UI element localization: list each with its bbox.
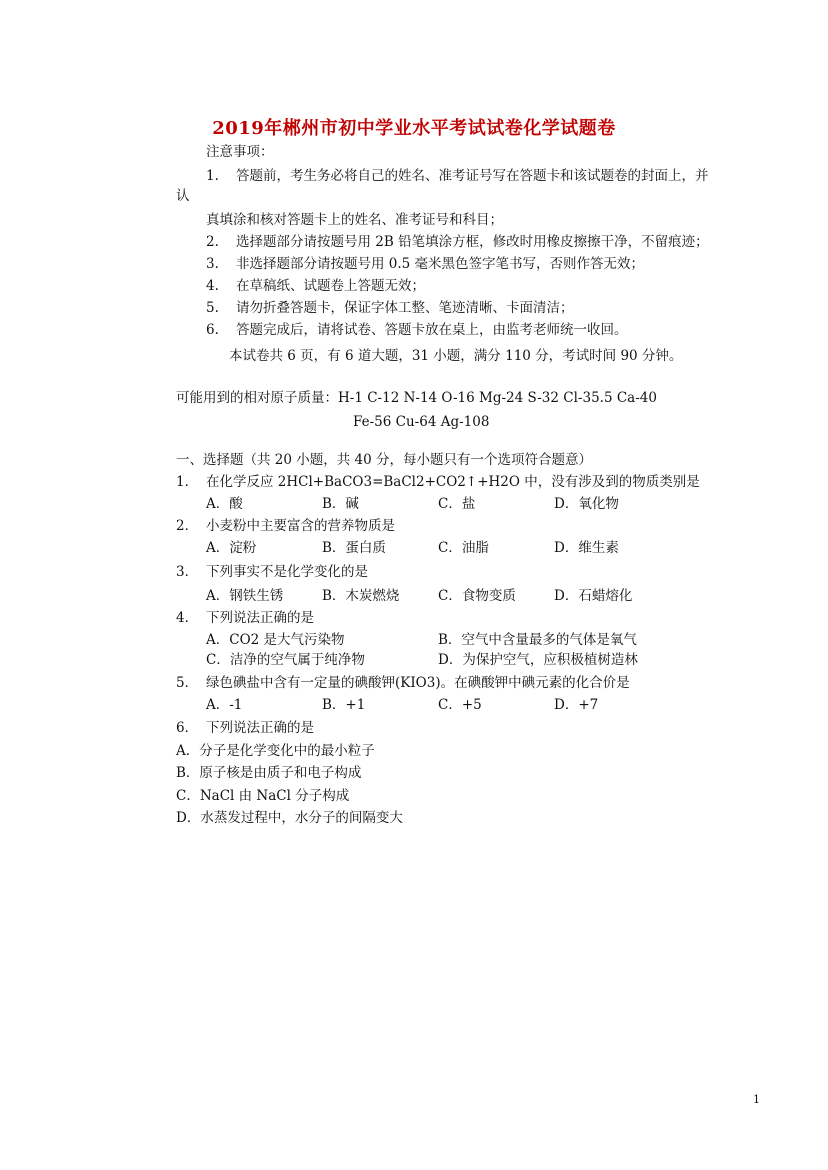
notice-item-text: 选择题部分请按题号用 2B 铅笔填涂方框，修改时用橡皮擦擦干净，不留痕迹； xyxy=(236,234,709,250)
question-2-options xyxy=(206,538,619,558)
notice-item-text: 答题完成后，请将试卷、答题卡放在桌上，由监考老师统一收回。 xyxy=(236,322,628,338)
question-1 xyxy=(176,472,700,492)
notice-item-number: 4. xyxy=(206,278,219,294)
option-a: A．-1 xyxy=(206,697,243,713)
question-5-options xyxy=(206,695,598,715)
option-a: A．淀粉 xyxy=(206,540,257,556)
notice-item-1-cont: 真填涂和核对答题卡上的姓名、准考证号和科目； xyxy=(206,212,503,228)
notice-item-text: 非选择题部分请按题号用 0.5 毫米黑色签字笔书写，否则作答无效； xyxy=(236,256,645,272)
option-b: B．空气中含量最多的气体是氧气 xyxy=(438,632,637,648)
question-1-options xyxy=(206,494,619,514)
exam-summary: 本试卷共 6 页，有 6 道大题，31 小题，满分 110 分，考试时间 90 分钟。 xyxy=(229,348,683,364)
notice-item-5 xyxy=(206,298,574,318)
question-4-options-row-2 xyxy=(206,650,638,670)
question-5 xyxy=(176,673,630,693)
atomic-masses-line-2: Fe-56 Cu-64 Ag-108 xyxy=(353,414,490,430)
notice-item-number: 3. xyxy=(206,256,219,272)
option-c: C．+5 xyxy=(438,697,482,713)
notice-item-1-wrap: 认 xyxy=(176,188,190,204)
notice-item-3 xyxy=(206,254,644,274)
option-c: C．食物变质 xyxy=(438,588,516,604)
option-d: D．+7 xyxy=(554,697,599,713)
option-c: C．洁净的空气属于纯净物 xyxy=(206,652,365,668)
option-b: B．碱 xyxy=(322,496,359,512)
question-number: 4． xyxy=(176,610,199,626)
question-text: 下列事实不是化学变化的是 xyxy=(206,564,368,580)
notice-item-number: 5. xyxy=(206,300,219,316)
question-4 xyxy=(176,608,314,628)
notice-item-1 xyxy=(206,166,709,186)
option-a: A．钢铁生锈 xyxy=(206,588,284,604)
option-d: D．维生素 xyxy=(554,540,619,556)
option-d: D．氧化物 xyxy=(554,496,619,512)
question-number: 3． xyxy=(176,564,199,580)
notice-item-text: 请勿折叠答题卡，保证字体工整、笔迹清晰、卡面清洁； xyxy=(236,300,574,316)
option-b: B．+1 xyxy=(322,697,366,713)
section-1-heading: 一、选择题（共 20 小题，共 40 分，每小题只有一个选项符合题意） xyxy=(176,452,593,468)
notice-item-number: 2. xyxy=(206,234,219,250)
question-6-option-d: D．水蒸发过程中，水分子的间隔变大 xyxy=(176,810,403,826)
question-6-option-a: A．分子是化学变化中的最小粒子 xyxy=(176,743,375,759)
question-6-option-c: C．NaCl 由 NaCl 分子构成 xyxy=(176,788,350,804)
option-b: B．蛋白质 xyxy=(322,540,386,556)
notice-item-4 xyxy=(206,276,425,296)
question-text: 小麦粉中主要富含的营养物质是 xyxy=(206,518,395,534)
atomic-masses-line-1: 可能用到的相对原子质量：H-1 C-12 N-14 O-16 Mg-24 S-32 Cl-35.5 Ca-40 xyxy=(176,390,657,406)
notice-item-number: 6. xyxy=(206,322,219,338)
question-3 xyxy=(176,562,368,582)
notice-item-number: 1. xyxy=(206,168,219,184)
option-d: D．石蜡熔化 xyxy=(554,588,633,604)
question-6-option-b: B．原子核是由质子和电子构成 xyxy=(176,765,362,781)
page-number: 1 xyxy=(753,1093,760,1106)
question-text: 在化学反应 2HCl+BaCO3=BaCl2+CO2↑+H2O 中，没有涉及到的物质类别是 xyxy=(206,474,700,490)
option-c: C．油脂 xyxy=(438,540,489,556)
notice-item-text: 在草稿纸、试题卷上答题无效； xyxy=(236,278,425,294)
option-a: A．CO2 是大气污染物 xyxy=(206,632,345,648)
question-text: 绿色碘盐中含有一定量的碘酸钾(KIO3)。在碘酸钾中碘元素的化合价是 xyxy=(206,675,630,691)
option-a: A．酸 xyxy=(206,496,243,512)
question-text: 下列说法正确的是 xyxy=(206,610,314,626)
notice-item-text: 答题前，考生务必将自己的姓名、准考证号写在答题卡和该试题卷的封面上，并 xyxy=(236,168,709,184)
notice-item-2 xyxy=(206,232,709,252)
question-number: 2． xyxy=(176,518,199,534)
question-2 xyxy=(176,516,395,536)
question-number: 5． xyxy=(176,675,199,691)
notice-item-6 xyxy=(206,320,628,340)
exam-title: 2019年郴州市初中学业水平考试试卷化学试题卷 xyxy=(212,118,616,139)
question-number: 6． xyxy=(176,720,199,736)
question-4-options-row-1 xyxy=(206,630,637,650)
notice-heading: 注意事项： xyxy=(206,144,274,160)
option-b: B．木炭燃烧 xyxy=(322,588,400,604)
option-d: D．为保护空气，应积极植树造林 xyxy=(438,652,638,668)
question-6 xyxy=(176,718,314,738)
question-number: 1． xyxy=(176,474,199,490)
option-c: C．盐 xyxy=(438,496,476,512)
question-3-options xyxy=(206,586,632,606)
question-text: 下列说法正确的是 xyxy=(206,720,314,736)
